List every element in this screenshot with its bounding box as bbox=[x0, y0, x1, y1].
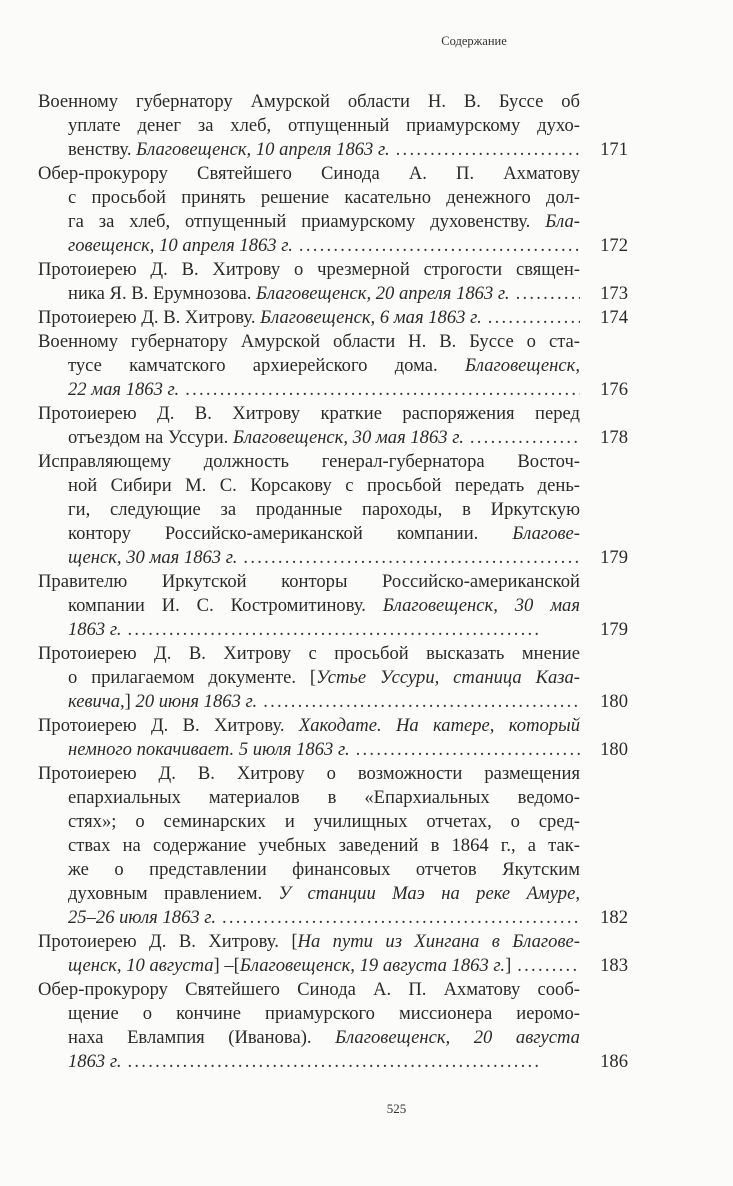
toc-line bbox=[38, 90, 580, 114]
dot-leader bbox=[396, 138, 580, 162]
toc-entry bbox=[38, 162, 628, 258]
toc-entry bbox=[38, 762, 628, 930]
toc-italic-text: 1863 г. bbox=[68, 1051, 122, 1072]
dot-leader bbox=[263, 690, 580, 714]
toc-text: га за хлеб, отпущенный приамурскому духовенству. bbox=[68, 211, 546, 232]
toc-line bbox=[68, 1026, 580, 1050]
toc-page-number: 176 bbox=[600, 379, 628, 400]
dot-leader bbox=[517, 954, 580, 978]
toc-line bbox=[38, 642, 580, 666]
toc-line-text bbox=[68, 1050, 122, 1074]
toc-entry bbox=[38, 642, 628, 714]
toc-line-text bbox=[68, 546, 237, 570]
table-of-contents bbox=[38, 90, 628, 1074]
toc-line-text bbox=[68, 282, 510, 306]
toc-line bbox=[68, 234, 580, 258]
toc-text: Протоиерею Д. В. Хитрову. bbox=[38, 307, 261, 328]
toc-page-number: 179 bbox=[600, 619, 628, 640]
toc-italic-text: Благовещенск, 6 мая 1863 г. bbox=[260, 307, 482, 328]
toc-page-number: 183 bbox=[600, 955, 628, 976]
toc-line-text bbox=[68, 378, 179, 402]
toc-text: же о представлении финансовых отчетов Якутским bbox=[68, 859, 580, 880]
toc-italic-text: 20 июня 1863 г. bbox=[135, 691, 258, 712]
toc-text: с просьбой принять решение касательно денежного дол- bbox=[68, 187, 580, 208]
toc-italic-text: 25–26 июля 1863 г. bbox=[68, 907, 216, 928]
toc-page-number: 178 bbox=[600, 427, 628, 448]
toc-italic-text: 22 мая 1863 г. bbox=[68, 379, 180, 400]
toc-text: отъездом на Уссури. bbox=[68, 427, 233, 448]
toc-italic-text: Благовещенск, 20 апреля 1863 г. bbox=[256, 283, 510, 304]
toc-page-number: 180 bbox=[600, 691, 628, 712]
toc-page-number: 179 bbox=[600, 547, 628, 568]
toc-text: Обер-прокурору Святейшего Синода А. П. Ахматову bbox=[38, 163, 580, 184]
toc-text: венству. bbox=[68, 139, 137, 160]
toc-italic-text: Благовещенск, 30 мая 1863 г. bbox=[232, 427, 464, 448]
toc-line bbox=[68, 882, 580, 906]
page-number: 525 bbox=[386, 1101, 407, 1116]
toc-text: о прилагаемом документе. [ bbox=[68, 667, 317, 688]
toc-text: Протоиерею Д. В. Хитрову о возможности размещения bbox=[38, 763, 580, 784]
toc-line bbox=[38, 570, 580, 594]
toc-line bbox=[68, 498, 580, 522]
toc-line bbox=[68, 138, 580, 162]
toc-line bbox=[38, 714, 580, 738]
toc-italic-text: говещенск, 10 апреля 1863 г. bbox=[68, 235, 293, 256]
toc-italic-text: немного покачивает. 5 июля 1863 г. bbox=[68, 739, 350, 760]
toc-line bbox=[68, 954, 580, 978]
toc-line bbox=[68, 114, 580, 138]
toc-text: ] bbox=[124, 691, 136, 712]
toc-text: Протоиерею Д. В. Хитрову краткие распоряжения перед bbox=[38, 403, 580, 424]
toc-entry bbox=[38, 330, 628, 402]
toc-entry bbox=[38, 978, 628, 1074]
dot-leader bbox=[128, 618, 581, 642]
toc-text: Исправляющему должность генерал-губернатора Восточ- bbox=[38, 451, 580, 472]
toc-italic-text: щенск, 30 мая 1863 г. bbox=[68, 547, 238, 568]
toc-text: епархиальных материалов в «Епархиальных ведомо- bbox=[68, 787, 580, 808]
toc-line bbox=[68, 1002, 580, 1026]
toc-line bbox=[38, 450, 580, 474]
toc-line-text bbox=[68, 426, 464, 450]
toc-page-number: 171 bbox=[600, 139, 628, 160]
dot-leader bbox=[516, 282, 580, 306]
toc-page-number: 182 bbox=[600, 907, 628, 928]
toc-line bbox=[38, 762, 580, 786]
toc-page-number: 180 bbox=[600, 739, 628, 760]
toc-text: тусе камчатского архиерейского дома. bbox=[68, 355, 465, 376]
toc-text: ной Сибири М. С. Корсакову с просьбой передать день- bbox=[68, 475, 580, 496]
toc-line bbox=[38, 978, 580, 1002]
toc-text: Правителю Иркутской конторы Российско-американской bbox=[38, 571, 580, 592]
toc-text: ника Я. В. Ерумнозова. bbox=[68, 283, 257, 304]
toc-line bbox=[68, 738, 580, 762]
dot-leader bbox=[185, 378, 580, 402]
toc-line bbox=[68, 594, 580, 618]
toc-page-number: 186 bbox=[600, 1051, 628, 1072]
toc-italic-text: Благовещенск, 30 мая bbox=[382, 595, 581, 616]
toc-line bbox=[38, 258, 580, 282]
toc-text: Протоиерею Д. В. Хитрову о чрезмерной строгости священ- bbox=[38, 259, 580, 280]
dot-leader bbox=[470, 426, 580, 450]
toc-italic-text: кевича, bbox=[68, 691, 125, 712]
toc-text: Протоиерею Д. В. Хитрову. bbox=[38, 715, 299, 736]
toc-text: ги, следующие за проданные пароходы, в Иркутскую bbox=[68, 499, 580, 520]
toc-entry bbox=[38, 714, 628, 762]
toc-line-text bbox=[68, 690, 257, 714]
toc-page-number: 173 bbox=[600, 283, 628, 304]
toc-line bbox=[68, 1050, 580, 1074]
dot-leader bbox=[128, 1050, 581, 1074]
toc-text: Военному губернатору Амурской области Н. В. Буссе о ста- bbox=[38, 331, 580, 352]
toc-line bbox=[38, 330, 580, 354]
toc-text: стях»; о семинарских и училищных отчетах, о сред- bbox=[68, 811, 580, 832]
toc-text: ствах на содержание учебных заведений в 1864 г., а так- bbox=[68, 835, 580, 856]
toc-entry bbox=[38, 258, 628, 306]
toc-italic-text: щенск, 10 августа bbox=[68, 955, 214, 976]
toc-line bbox=[68, 786, 580, 810]
toc-line bbox=[38, 402, 580, 426]
dot-leader bbox=[488, 306, 580, 330]
toc-text: Протоиерею Д. В. Хитрову с просьбой высказать мнение bbox=[38, 643, 580, 664]
toc-italic-text: Благовещенск, 10 апреля 1863 г. bbox=[136, 139, 390, 160]
toc-line bbox=[38, 306, 580, 330]
toc-italic-text: Благове- bbox=[512, 523, 580, 544]
toc-text: духовным правлением. bbox=[68, 883, 279, 904]
dot-leader bbox=[299, 234, 580, 258]
toc-italic-text: Благовещенск, bbox=[464, 355, 580, 376]
toc-line bbox=[68, 210, 580, 234]
dot-leader bbox=[356, 738, 580, 762]
toc-line bbox=[68, 834, 580, 858]
toc-line bbox=[68, 906, 580, 930]
dot-leader bbox=[243, 546, 580, 570]
toc-page-number: 174 bbox=[600, 307, 628, 328]
toc-line bbox=[68, 378, 580, 402]
toc-line bbox=[68, 546, 580, 570]
toc-line bbox=[68, 354, 580, 378]
toc-text: Протоиерею Д. В. Хитрову. [ bbox=[38, 931, 298, 952]
toc-text: компании И. С. Костромитинову. bbox=[68, 595, 383, 616]
toc-entry bbox=[38, 90, 628, 162]
toc-entry bbox=[38, 930, 628, 978]
toc-line bbox=[68, 522, 580, 546]
toc-text: Военному губернатору Амурской области Н. В. Буссе об bbox=[38, 91, 580, 112]
toc-italic-text: 1863 г. bbox=[68, 619, 122, 640]
toc-line bbox=[38, 930, 580, 954]
dot-leader bbox=[222, 906, 580, 930]
toc-line bbox=[68, 426, 580, 450]
toc-line-text bbox=[68, 738, 350, 762]
toc-line bbox=[68, 186, 580, 210]
toc-entry bbox=[38, 570, 628, 642]
toc-text: наха Евлампия (Иванова). bbox=[68, 1027, 336, 1048]
toc-entry bbox=[38, 450, 628, 570]
toc-line-text bbox=[68, 618, 122, 642]
toc-text: Обер-прокурору Святейшего Синода А. П. Ахматову сооб- bbox=[38, 979, 580, 1000]
toc-italic-text: На пути из Хингана в Благове- bbox=[297, 931, 580, 952]
toc-line-text bbox=[68, 138, 390, 162]
toc-line bbox=[68, 618, 580, 642]
toc-text: ] –[ bbox=[213, 955, 240, 976]
toc-text: уплате денег за хлеб, отпущенный приамурскому духо- bbox=[68, 115, 580, 136]
toc-italic-text: Благовещенск, 20 августа bbox=[335, 1027, 580, 1048]
toc-line bbox=[68, 690, 580, 714]
toc-italic-text: Благовещенск, 19 августа 1863 г. bbox=[239, 955, 506, 976]
toc-italic-text: Бла- bbox=[545, 211, 580, 232]
toc-line bbox=[68, 474, 580, 498]
toc-text: ] bbox=[505, 955, 512, 976]
toc-page-number: 172 bbox=[600, 235, 628, 256]
running-head: Содержание bbox=[441, 34, 507, 48]
toc-line bbox=[68, 666, 580, 690]
toc-line bbox=[38, 162, 580, 186]
toc-entry bbox=[38, 402, 628, 450]
toc-italic-text: Хакодате. На катере, который bbox=[298, 715, 580, 736]
toc-line-text bbox=[38, 306, 482, 330]
toc-line-text bbox=[68, 906, 216, 930]
toc-italic-text: Устье Уссури, станица Каза- bbox=[316, 667, 580, 688]
toc-line bbox=[68, 858, 580, 882]
toc-line-text bbox=[68, 234, 293, 258]
toc-entry bbox=[38, 306, 628, 330]
toc-line bbox=[68, 810, 580, 834]
toc-text: щение о кончине приамурского миссионера иеромо- bbox=[68, 1003, 580, 1024]
toc-line-text bbox=[68, 954, 511, 978]
toc-text: контору Российско-американской компании. bbox=[68, 523, 513, 544]
toc-line bbox=[68, 282, 580, 306]
toc-italic-text: У станции Маэ на реке Амуре, bbox=[278, 883, 580, 904]
